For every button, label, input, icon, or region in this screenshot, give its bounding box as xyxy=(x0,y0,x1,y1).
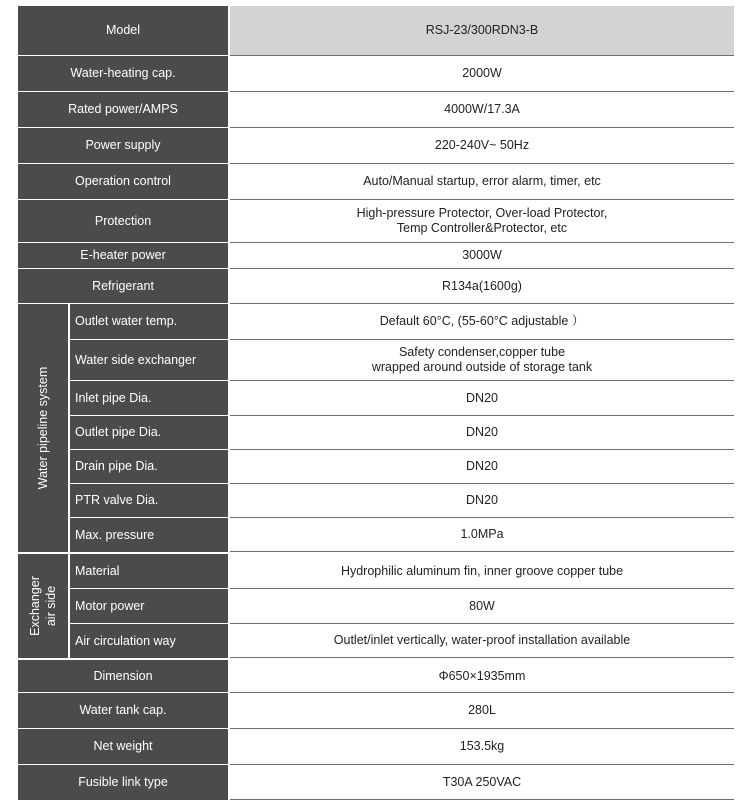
row-value: T30A 250VAC xyxy=(230,765,734,800)
row-value: Outlet/inlet vertically, water-proof installation available xyxy=(230,624,734,658)
row-value: Safety condenser,copper tube wrapped around outside of storage tank xyxy=(230,340,734,381)
table-row xyxy=(18,200,734,243)
group-title: Water pipeline system xyxy=(36,366,50,490)
row-value: DN20 xyxy=(230,484,734,518)
row-label: Material xyxy=(70,554,228,588)
table-row xyxy=(18,484,734,518)
table-row xyxy=(18,660,734,693)
row-value: 80W xyxy=(230,589,734,624)
row-label: Rated power/AMPS xyxy=(18,92,228,127)
row-label: Power supply xyxy=(18,128,228,163)
table-row xyxy=(18,765,734,800)
row-label: PTR valve Dia. xyxy=(70,484,228,517)
table-row xyxy=(18,589,734,624)
row-label: Air circulation way xyxy=(70,624,228,658)
table-row xyxy=(18,554,734,589)
row-value: R134a(1600g) xyxy=(230,269,734,304)
row-label: Operation control xyxy=(18,164,228,199)
row-value: 1.0MPa xyxy=(230,518,734,552)
row-label: Protection xyxy=(18,200,228,242)
row-label: Water tank cap. xyxy=(18,693,228,728)
table-row xyxy=(18,92,734,128)
table-row xyxy=(18,164,734,200)
row-value: DN20 xyxy=(230,381,734,416)
spec-table xyxy=(18,6,734,800)
row-value: Φ650×1935mm xyxy=(230,660,734,693)
row-value: 153.5kg xyxy=(230,729,734,765)
row-label: Motor power xyxy=(70,589,228,623)
row-label: Net weight xyxy=(18,729,228,764)
row-label: Dimension xyxy=(18,660,228,692)
row-value: Hydrophilic aluminum fin, inner groove copper tube xyxy=(230,554,734,589)
row-value: 4000W/17.3A xyxy=(230,92,734,128)
table-row xyxy=(18,381,734,416)
table-row xyxy=(18,518,734,552)
row-label: Max. pressure xyxy=(70,518,228,552)
row-label: Model xyxy=(18,6,228,55)
row-value: 3000W xyxy=(230,243,734,269)
row-label: Inlet pipe Dia. xyxy=(70,381,228,415)
group-title: Exchanger air side xyxy=(28,576,58,636)
table-row xyxy=(18,128,734,164)
table-row xyxy=(18,304,734,340)
row-value: DN20 xyxy=(230,450,734,484)
row-value: 2000W xyxy=(230,56,734,92)
row-value: DN20 xyxy=(230,416,734,450)
table-row xyxy=(18,416,734,450)
row-value: Default 60°C, (55-60°C adjustable ） xyxy=(230,304,734,340)
table-row xyxy=(18,729,734,765)
row-label: Water side exchanger xyxy=(70,340,228,380)
row-value: 280L xyxy=(230,693,734,729)
row-value: Auto/Manual startup, error alarm, timer, etc xyxy=(230,164,734,200)
row-value: High-pressure Protector, Over-load Protector, Temp Controller&Protector, etc xyxy=(230,200,734,243)
row-label: Drain pipe Dia. xyxy=(70,450,228,483)
row-label: Fusible link type xyxy=(18,765,228,800)
table-row xyxy=(18,269,734,304)
table-row xyxy=(18,340,734,381)
row-label: Outlet pipe Dia. xyxy=(70,416,228,449)
row-label: Water-heating cap. xyxy=(18,56,228,91)
table-row xyxy=(18,693,734,729)
row-value: 220-240V~ 50Hz xyxy=(230,128,734,164)
table-row xyxy=(18,243,734,269)
row-label: Outlet water temp. xyxy=(70,304,228,339)
row-label: E-heater power xyxy=(18,243,228,268)
table-row-model xyxy=(18,6,734,56)
table-row xyxy=(18,624,734,658)
table-row xyxy=(18,450,734,484)
row-label: Refrigerant xyxy=(18,269,228,303)
model-value: RSJ-23/300RDN3-B xyxy=(230,6,734,56)
table-row xyxy=(18,56,734,92)
